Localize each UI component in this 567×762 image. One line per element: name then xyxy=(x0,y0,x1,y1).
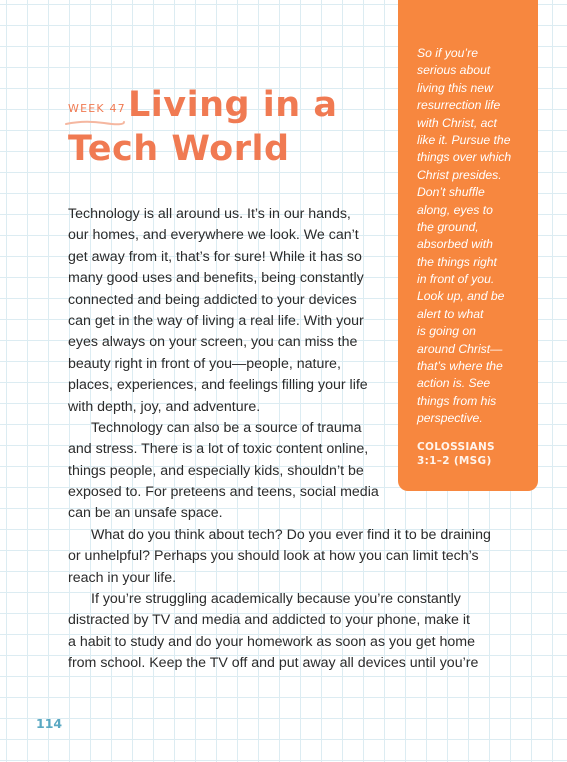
body-line: reach in your life. xyxy=(68,569,177,586)
body-line: places, experiences, and feelings filling your life xyxy=(68,377,368,394)
body-line: and stress. There is a lot of toxic content online, xyxy=(68,441,369,458)
body-line: get away from it, that’s for sure! While it has so xyxy=(68,248,362,265)
body-line: many good uses and benefits, being constantly xyxy=(68,270,364,287)
quote-line: the things right xyxy=(417,254,497,269)
quote-line: So if you’re xyxy=(417,46,478,60)
body-line: exposed to. For preteens and teens, social media xyxy=(68,484,379,501)
body-line: If you’re struggling academically because you’re constantly xyxy=(91,591,461,608)
body-line: can get in the way of living a real life. With your xyxy=(68,312,364,329)
quote-line: in front of you. xyxy=(417,272,495,287)
body-line: from school. Keep the TV off and put away all devices until you’re xyxy=(68,655,479,672)
week-label: WEEK 47 xyxy=(68,102,126,115)
quote-line: things over which xyxy=(417,150,512,165)
body-line: What do you think about tech? Do you ever find it to be draining xyxy=(91,526,491,543)
page-title-line-2: Tech World xyxy=(68,129,290,169)
body-line: a habit to study and do your homework as soon as you get home xyxy=(68,633,475,650)
body-line: our homes, and everywhere we look. We can’t xyxy=(68,227,359,244)
body-line: eyes always on your screen, you can miss the xyxy=(68,334,358,351)
quote-line: around Christ— xyxy=(417,341,503,356)
scripture-sidebar xyxy=(398,0,538,491)
quote-line: absorbed with xyxy=(417,237,493,252)
body-line: things people, and especially kids, shouldn’t be xyxy=(68,462,364,479)
reference-line: 3:1–2 (MSG) xyxy=(417,455,492,467)
quote-line: serious about xyxy=(417,63,491,78)
quote-line: along, eyes to xyxy=(417,202,493,217)
underline-squiggle xyxy=(64,118,126,128)
scripture-reference xyxy=(417,440,495,468)
quote-line: Christ presides. xyxy=(417,167,502,182)
quote-line: Look up, and be xyxy=(417,289,505,304)
quote-line: Don’t shuffle xyxy=(417,185,485,200)
quote-line: action is. See xyxy=(417,376,491,391)
page-title-line-1: Living in a xyxy=(128,85,338,125)
quote-line: that’s where the xyxy=(417,359,503,374)
quote-line: resurrection life xyxy=(417,98,501,113)
quote-line: perspective. xyxy=(417,411,483,426)
reference-line: COLOSSIANS xyxy=(417,441,495,453)
body-line: can be an unsafe space. xyxy=(68,505,223,522)
body-line: beauty right in front of you—people, nature, xyxy=(68,355,341,372)
body-line: distracted by TV and media and addicted to your phone, make it xyxy=(68,612,470,629)
quote-line: is going on xyxy=(417,324,476,339)
quote-line: like it. Pursue the xyxy=(417,132,511,147)
quote-line: alert to what xyxy=(417,306,484,321)
quote-line: with Christ, act xyxy=(417,115,497,130)
quote-line: the ground, xyxy=(417,219,479,234)
page-number: 114 xyxy=(36,716,63,731)
quote-line: things from his xyxy=(417,393,497,408)
body-line: with depth, joy, and adventure. xyxy=(68,398,261,415)
body-line: Technology is all around us. It’s in our hands, xyxy=(68,206,351,222)
body-line: Technology can also be a source of trauma xyxy=(91,419,362,436)
scripture-quote xyxy=(417,45,511,428)
body-line: connected and being addicted to your devices xyxy=(68,291,357,308)
body-line: or unhelpful? Perhaps you should look at how you can limit tech’s xyxy=(68,548,479,565)
quote-line: living this new xyxy=(417,80,493,95)
